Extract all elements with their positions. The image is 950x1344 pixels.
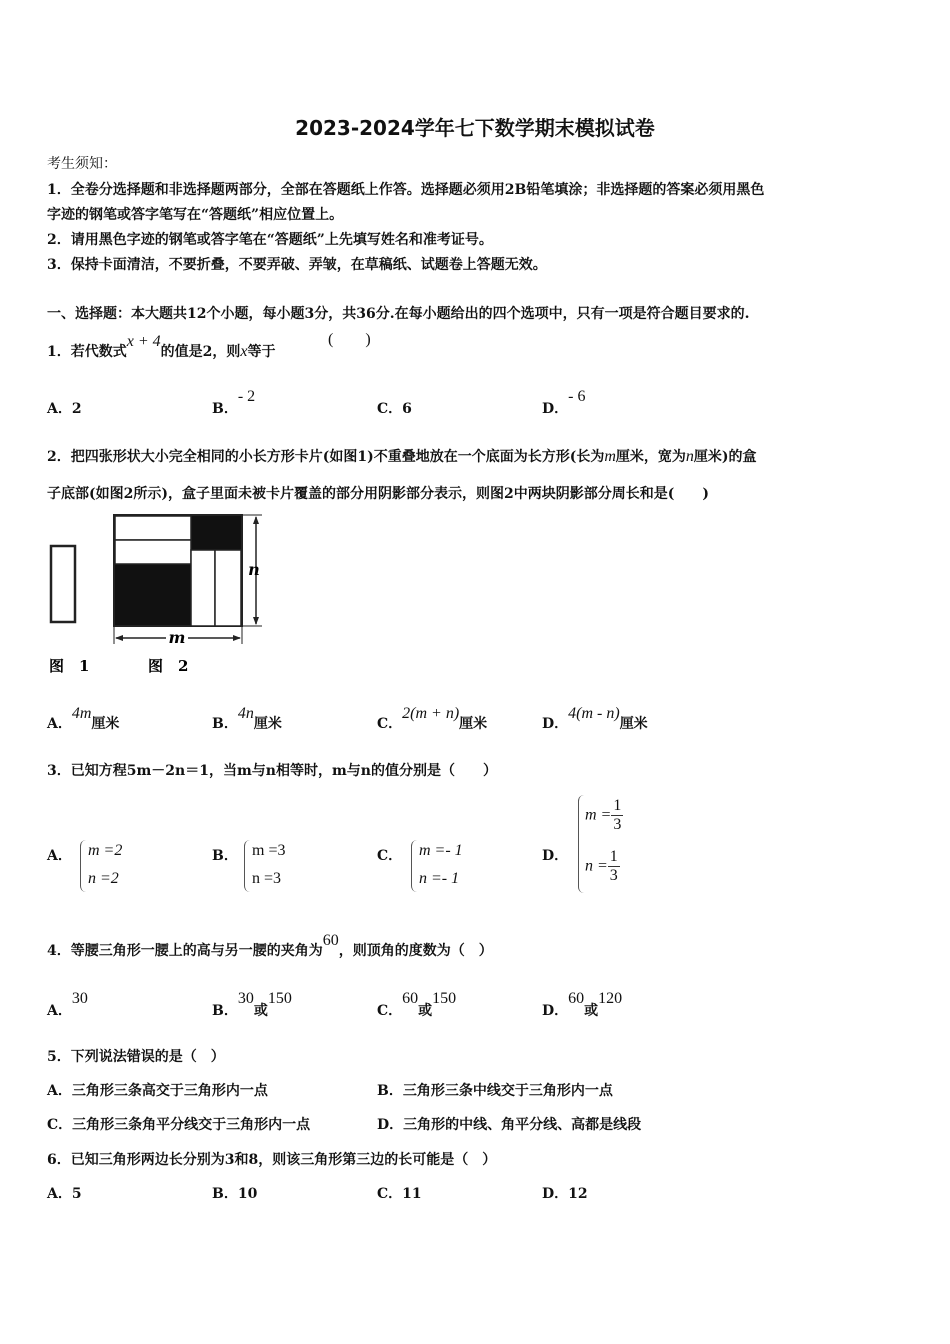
q2-stem-line1: 2．把四张形状大小完全相同的小长方形卡片(如图1)不重叠地放在一个底面为长方形(长为m厘米，宽为n厘米)的盒 — [47, 448, 757, 465]
q6-option-b[interactable]: B．10 — [212, 1186, 258, 1202]
q3-option-d-row1: m = $\frac{1}{3}$ — [585, 797, 622, 833]
notice-line-3: 3．保持卡面清洁，不要折叠，不要弄破、弄皱，在草稿纸、试题卷上答题无效。 — [47, 257, 547, 273]
q1-option-d[interactable]: D．- 6 — [542, 388, 586, 417]
figure2-caption: 图 2 — [148, 657, 189, 675]
card-vertical-1 — [191, 550, 215, 626]
q3-option-a-label[interactable]: A． — [47, 848, 72, 864]
notice-heading: 考生须知： — [47, 156, 117, 172]
notice-line-1a: 1．全卷分选择题和非选择题两部分，全部在答题纸上作答。选择题必须用2B铅笔填涂；非选择题的答案必须用黑色 — [47, 182, 765, 198]
q5-option-a[interactable]: A．三角形三条高交于三角形内一点 — [47, 1083, 268, 1099]
q4-option-c[interactable]: C．60或150 — [377, 990, 457, 1019]
q2-option-c[interactable]: C．2(m + n)厘米 — [377, 705, 488, 732]
q6-option-c[interactable]: C．11 — [377, 1186, 422, 1202]
card-horizontal-2 — [115, 540, 191, 564]
q2-figure — [44, 508, 274, 678]
q6-option-a[interactable]: A．5 — [47, 1186, 82, 1202]
page-title: 2023-2024学年七下数学期末模拟试卷 — [295, 116, 655, 140]
figure1-card — [51, 546, 75, 622]
q3-option-a-row1: m =2 — [88, 842, 123, 859]
q3-option-a-row2: n =2 — [88, 870, 119, 887]
q3-option-b-row2: n =3 — [252, 870, 282, 887]
q3-option-c-row1: m =- 1 — [419, 842, 463, 859]
card-vertical-2 — [215, 550, 241, 626]
q5-option-d[interactable]: D．三角形的中线、角平分线、高都是线段 — [377, 1117, 642, 1133]
q3-option-c-label[interactable]: C． — [377, 848, 403, 864]
q5-option-c[interactable]: C．三角形三条角平分线交于三角形内一点 — [47, 1117, 311, 1133]
figure-label-m: m — [168, 628, 186, 647]
q3-option-b-label[interactable]: B． — [212, 848, 238, 864]
q4-stem: 4．等腰三角形一腰上的高与另一腰的夹角为60，则顶角的度数为（ ） — [47, 932, 493, 959]
shaded-region-top-right — [191, 516, 241, 550]
q1-option-c[interactable]: C．6 — [377, 401, 412, 417]
q2-option-d[interactable]: D．4(m - n)厘米 — [542, 705, 648, 732]
q2-stem-line2: 子底部(如图2所示)，盒子里面未被卡片覆盖的部分用阴影部分表示，则图2中两块阴影部分周长和是( ) — [47, 486, 709, 502]
q2-option-a[interactable]: A．4m厘米 — [47, 705, 120, 732]
figure1-caption: 图 1 — [49, 657, 90, 675]
q1-expression: x + 4 — [126, 333, 161, 350]
q3-option-d-label[interactable]: D． — [542, 848, 569, 864]
q2-option-b[interactable]: B．4n厘米 — [212, 705, 282, 732]
q4-option-b[interactable]: B．30或150 — [212, 990, 292, 1019]
notice-line-2: 2．请用黑色字迹的钢笔或答字笔在“答题纸”上先填写姓名和准考证号。 — [47, 232, 493, 248]
shaded-region-bottom-left — [115, 564, 191, 625]
q6-option-d[interactable]: D．12 — [542, 1186, 588, 1202]
q3-option-d-row2: n = $\frac{1}{3}$ — [585, 848, 618, 884]
q3-option-b-row1: m =3 — [252, 842, 286, 859]
notice-line-1b: 字迹的钢笔或答字笔写在“答题纸”相应位置上。 — [47, 207, 344, 223]
q6-stem: 6．已知三角形两边长分别为3和8，则该三角形第三边的长可能是（ ） — [47, 1152, 497, 1168]
q1-option-a[interactable]: A．2 — [47, 401, 82, 417]
q3-stem: 3．已知方程5m－2n＝1，当m与n相等时，m与n的值分别是（ ） — [47, 763, 497, 779]
q1-answer-paren: ( ) — [328, 331, 371, 348]
figure-label-n: n — [248, 560, 260, 579]
q5-stem: 5．下列说法错误的是（ ） — [47, 1049, 225, 1065]
q5-option-b[interactable]: B．三角形三条中线交于三角形内一点 — [377, 1083, 613, 1099]
q3-option-c-row2: n =- 1 — [419, 870, 460, 887]
q4-angle: 60 — [322, 932, 339, 949]
q4-option-a[interactable]: A．30 — [47, 990, 88, 1019]
q1-option-b[interactable]: B．- 2 — [212, 388, 256, 417]
q1-stem: 1．若代数式x + 4的值是2，则x等于 — [47, 333, 276, 360]
section-heading: 一、选择题：本大题共12个小题，每小题3分，共36分.在每小题给出的四个选项中，只有一项是符合题目要求的. — [47, 306, 750, 322]
q4-option-d[interactable]: D．60或120 — [542, 990, 623, 1019]
card-horizontal-1 — [115, 516, 191, 540]
